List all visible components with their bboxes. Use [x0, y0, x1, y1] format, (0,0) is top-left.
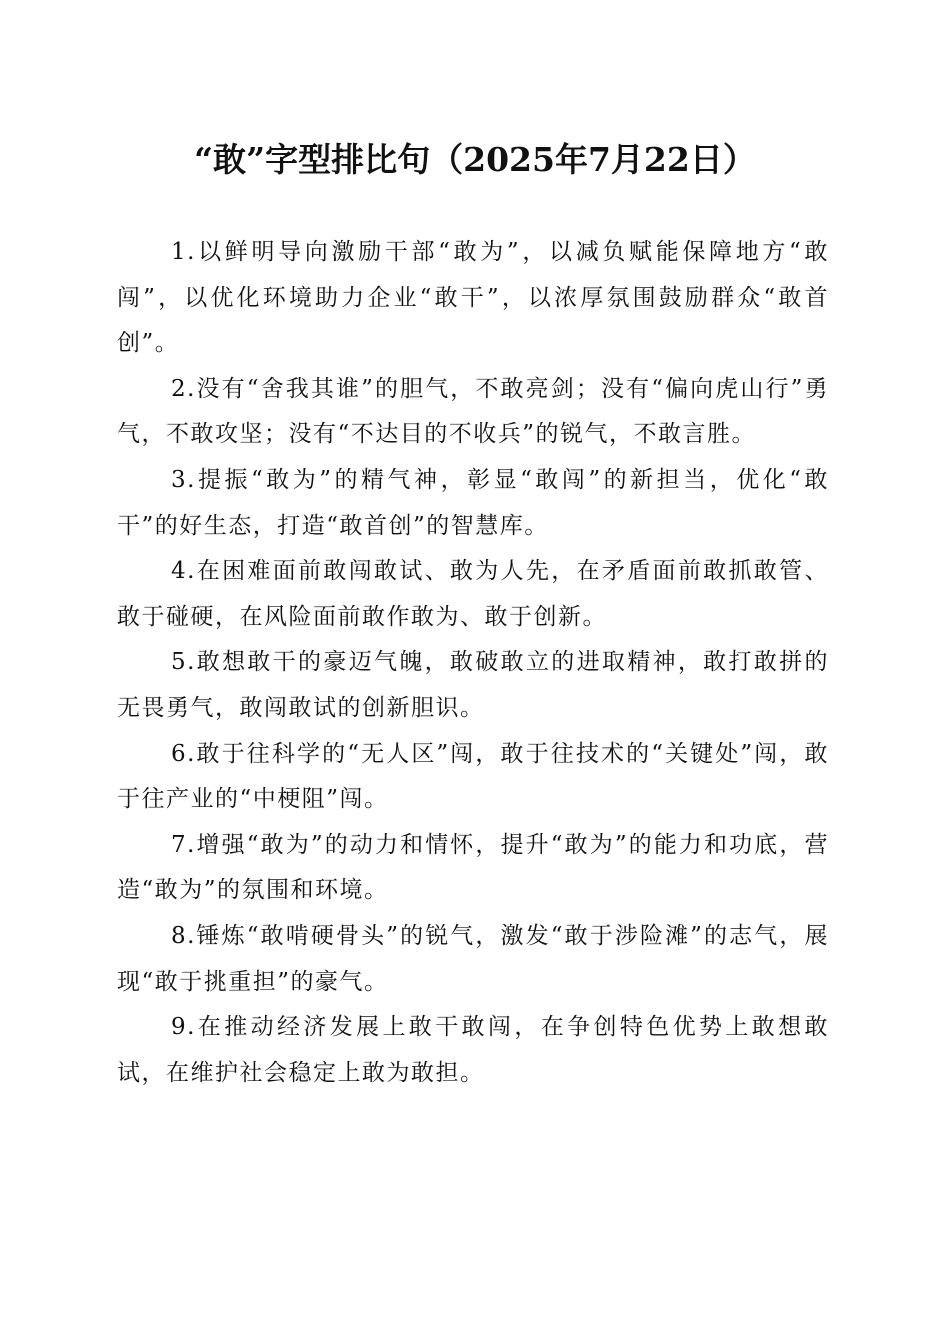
paragraph-6: 6.敢于往科学的“无人区”闯，敢于往技术的“关键处”闯，敢于往产业的“中梗阻”闯。 — [117, 740, 829, 813]
paragraph-4: 4.在困难面前敢闯敢试、敢为人先，在矛盾面前敢抓敢管、敢于碰硬，在风险面前敢作敢为、敢于创新。 — [117, 558, 829, 630]
paragraph-5: 5.敢想敢干的豪迈气魄，敢破敢立的进取精神，敢打敢拼的无畏勇气，敢闯敢试的创新胆识。 — [117, 649, 829, 721]
document-body — [117, 230, 829, 1096]
document-title: “敢”字型排比句（2025年7月22日） — [194, 140, 756, 179]
paragraph-1: 1.以鲜明导向激励干部“敢为”，以减负赋能保障地方“敢闯”，以优化环境助力企业“敢干”，以浓厚氛围鼓励群众“敢首创”。 — [117, 239, 829, 357]
paragraph-9: 9.在推动经济发展上敢干敢闯，在争创特色优势上敢想敢试，在维护社会稳定上敢为敢担。 — [117, 1014, 829, 1086]
paragraph-8: 8.锤炼“敢啃硬骨头”的锐气，激发“敢于涉险滩”的志气，展现“敢于挑重担”的豪气。 — [117, 922, 829, 995]
paragraph-3: 3.提振“敢为”的精气神，彰显“敢闯”的新担当，优化“敢干”的好生态，打造“敢首创”的智慧库。 — [117, 466, 829, 539]
paragraph-7: 7.增强“敢为”的动力和情怀，提升“敢为”的能力和功底，营造“敢为”的氛围和环境。 — [117, 831, 829, 904]
paragraph-2: 2.没有“舍我其谁”的胆气，不敢亮剑；没有“偏向虎山行”勇气，不敢攻坚；没有“不达目的不收兵”的锐气，不敢言胜。 — [117, 375, 829, 448]
